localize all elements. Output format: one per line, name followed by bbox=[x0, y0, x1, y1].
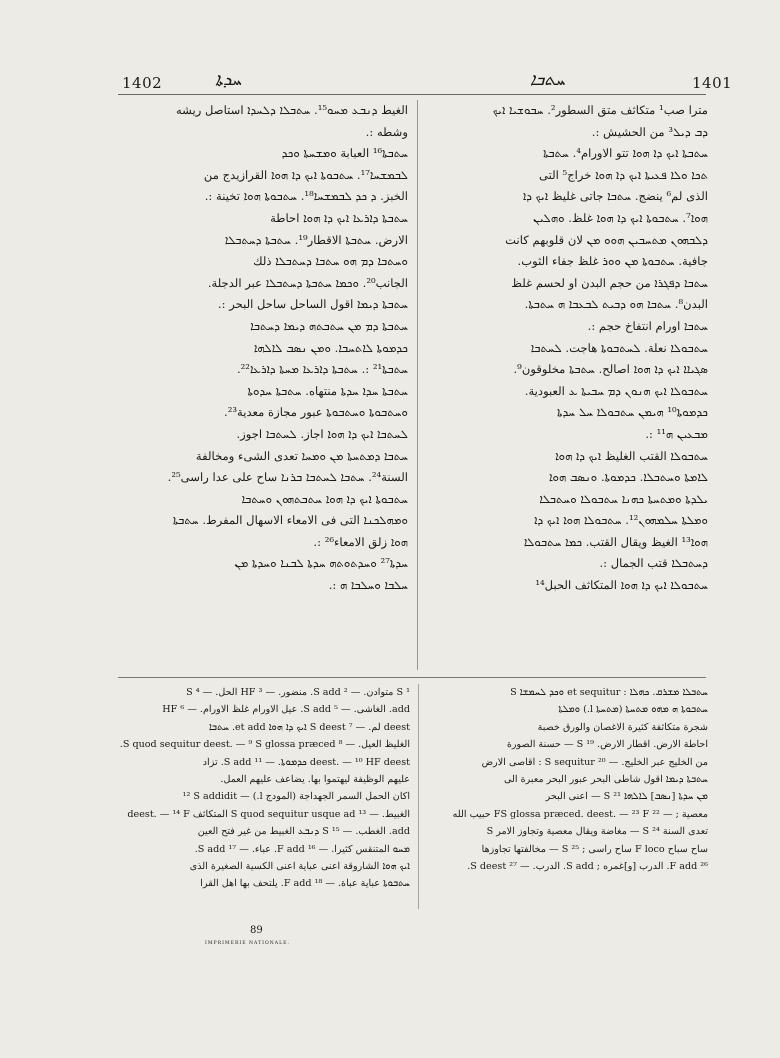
text-line: ܚܬܒܘܠܐ ܐܝܟ ܕܐ ܗܘܐ المتكاثف الحبل¹⁴ bbox=[535, 578, 708, 593]
text-line: ܟܕܡܘܬܐ¹⁰ ܗܝܡܢ ܚܬܒܘܠܐ ܚܠ ܚܕܬܐ bbox=[557, 405, 708, 420]
text-line: الغيط ܕܢܒܥ ܡܚܘ¹⁵. ܚܬܒܠܐ ܕܠܚܕܐ استاصل ريشه bbox=[175, 103, 408, 117]
text-line: ܣܓܝܐܐ ܐܝܟ ܕܐ ܗܘܐ اصالح. ܚܬܒܬܐ مخلوقون⁹. bbox=[513, 362, 708, 377]
text-line: الجانب²⁰. ܘܟܡܐ ܚܬܒܬܐ ܕܚܬܒܠܐ عبر الدجلة. bbox=[207, 275, 408, 290]
text-line: ܕܒ ܕܝܠ³ من الحشيش :. bbox=[591, 124, 708, 139]
text-line: ܚܬܒܬܐ ܕܡ ܡܢ ܚܬܒܬܗ ܕܝܡܐ ܕܚܬܒܐ bbox=[250, 318, 408, 333]
text-line: ܘܡܗܠܟܢܐ التى فى الامعاء الاسهال المفرط. ܚܬܒܬܐ bbox=[172, 513, 408, 528]
left-page-number: 1402 bbox=[122, 74, 163, 92]
footnote-line: ساح سباح F loco ساح راسى ; ²⁵ S — مخالفتها تجاوزها bbox=[481, 843, 708, 855]
text-line: ܚܕܬܐ²⁷ ܘܚܕܬܘܬܗ ܚܕܬܐ ܠܒܢܐ ܘܚܕܬܐ ܡܢ bbox=[234, 556, 408, 571]
footnote-line: احاطة الارض. اقطار الارض. S ¹⁹ — حسنة الصورة bbox=[506, 739, 708, 751]
footnote-line: ²⁶ F add. الدرب [و]غمره ; S add. الدرب. — ²⁷ S deest. bbox=[467, 860, 708, 872]
left-footnotes bbox=[118, 684, 410, 893]
text-line: السنة²⁴. ܚܬܒܐ ܠܚܬܒܐ ܒܪܢܐ ساح على عدا راسى²⁵. bbox=[167, 470, 408, 485]
text-line: ܚܬܒܘܠܐ ܐܝܟ ܗܢܘܢ ܕܡ ܚܒܝܬܐ ܥ العبودية. bbox=[524, 383, 708, 398]
text-line: ܘܚܬܒܐ ܕܡ ܗܘ ܚܬܒܐ ܕܚܬܒܠܐ ذلك bbox=[253, 254, 408, 269]
footnote-line: معصية ; — ²² FS glossa præced. deest. — ²³ F حبيب الله bbox=[452, 808, 708, 820]
footnote-line: ܡܢ ܚܕܬܐ [ܢܣܒ] ܠܐܠܗܐ S ²¹ — اعنى البحر bbox=[545, 791, 708, 803]
footnote-line: ¹ S متوادن. — ² S add. منضور. — ³ HF الحل. — ⁴ S bbox=[186, 687, 410, 698]
text-line: الخبز. ܕ ܟܕ ܠܒܡܫܚܐ¹⁸. ܚܬܒܘܬܐ ܗܘܐ تخينة :. bbox=[204, 189, 408, 204]
text-line: مترا صب¹ متكاثف متق السطور². ܚܒܘܫܝܐ ܐܝܟ bbox=[492, 103, 708, 117]
text-line: ܚܬܒܐ اورام انتفاخ حجم :. bbox=[587, 318, 708, 333]
text-line: ܘܡܠܬܐ ܚܠܡܗܘܢ¹². ܚܬܒܘܠܐ ܗܘܐ ܐܝܟ ܕܐ bbox=[534, 513, 708, 528]
text-line: البدن⁸. ܚܬܒܐ ܗܘ ܕܒܝܬ ܠܒܥܒܐ ܗ ܚܬܒܬܐ. bbox=[524, 297, 708, 312]
text-line: ܬܟܐ ܘܠܐ ܦܥܝܬܐ ܐܝܟ ܕܐ ܗܘܐ خراج⁵ التى bbox=[538, 167, 708, 182]
text-line: ܚܬܒܬܐ ܚܕܐ ܚܕܬܐ منتهاه. ܚܬܒܬܐ ܚܕܘܬܐ bbox=[247, 383, 408, 398]
text-line: الذى لم⁶ ينضج. ܚܬܒܐ جاتى غليظ ܐܝܟ ܕܐ bbox=[522, 189, 708, 204]
right-footnotes bbox=[426, 684, 708, 875]
text-line: وشطه :. bbox=[365, 124, 408, 139]
footnote-line: ܐܝܟ ܗܘܐ الشاروقة اعنى عباية اعنى الكسية الصغيرة الذى bbox=[189, 860, 410, 872]
text-line: ܝܠܕܬܐ ܘܡܬܚܬܐ ܟܗܢܐ ܚܬܒܘܠܐ ܘܚܬܒܠܐ bbox=[539, 491, 708, 506]
footnote-line: الغبيط. — ¹³ S quod sequitur usque ad المتكاثف deest. — ¹⁴ F bbox=[127, 808, 410, 820]
text-line: ܚܬܒܐ ܕܦܓܪܐ من حجم البدن او لحسم غلظ bbox=[511, 275, 708, 290]
text-line: ܗܘܐ⁷. ܚܬܒܘܬܐ ܐܝܟ ܕܐ ܗܘܐ غلظ. ܘܗܠܝܢ bbox=[533, 210, 708, 225]
text-line: ܚܬܒܬܐ ܕܝܡܐ اقول الساحل ساحل البحر :. bbox=[217, 297, 408, 312]
footnote-line: اكان الحمل السمر الجهداجة (المودج l.) — ¹² S addidit bbox=[182, 791, 410, 803]
footnote-line: من الخليج عبر الخليج. — ²⁰ S sequitur : اقاصى الارض bbox=[481, 756, 708, 768]
text-line: ܚܬܒܘܠܐ القتب الغليظ ܐܝܟ ܕܐ ܗܘܐ bbox=[555, 448, 708, 463]
footnote-line: ܚܬܒܘܬܐ عباية عباة. — ¹⁸ F add. يلتحف بها اهل القرا bbox=[200, 878, 410, 890]
text-line: ܠܒܡܫܚܐ¹⁷. ܚܬܒܘܬܐ ܐܝܟ ܕܐ ܗܘܐ القرازيدج من bbox=[203, 167, 408, 182]
text-line: ܡܒܥܝܢ ܗ¹¹ :. bbox=[645, 426, 708, 441]
left-text-column bbox=[118, 100, 408, 597]
text-line: ܚܬܒܘܬܐ ܐܝܟ ܕܐ ܗܘܐ ܚܬܒܬܗܘܢ ܘܚܬܒܐ bbox=[241, 491, 408, 506]
footnote-line: ܚܬܒܘܬܐ ܗ ܡܗܘ ܡܬܚܬܐ (ܡܬܚܬܐ l.) ܘܡܠܬܐ bbox=[558, 704, 708, 716]
text-line: ܚܬܒܐ ܕܡܬܚܬܐ ܡܢ ܘܡܚܐ تعدى الشىء ومخالفة bbox=[195, 448, 408, 463]
text-line: ܕܚܬܒܠܐ قتب الجمال :. bbox=[599, 556, 708, 571]
header-rule bbox=[118, 94, 706, 95]
right-text-column bbox=[426, 100, 708, 597]
footnote-line: شجرة متكاثفة كثيرة الاغصان والورق خصبة bbox=[537, 721, 708, 733]
text-line: ܠܐܡܬܐ ܘܚܬܒܠܐ. ܟܕܡܘܬܐ. ܘܢܣܒ ܗܘܐ bbox=[549, 470, 708, 485]
text-line: الارض. ܚܬܒܬܐ الاقطار¹⁹. ܚܬܒܬܐ ܕܚܬܒܠܐ bbox=[224, 232, 408, 247]
footnote-rule bbox=[118, 677, 706, 678]
right-running-headword: ܚܬܒܐ bbox=[530, 70, 566, 90]
text-line: ܕܠܒܗܘܢ ܡܬܚܒܝܢ ܗܘܘ ܡܢ لان قلوبهم كانت bbox=[505, 232, 708, 247]
text-line: ܚܬܒܬܐ²¹ :. ܚܬܒܬܐ ܕܐܪܥܐ ܡܚܬܐ ܕܐܪܥܐ²². bbox=[236, 362, 408, 377]
footnote-line: ܚܬܒܬܐ ܕܝܡܐ اقول شاطى البحر عبور البحر معبرة الى bbox=[503, 773, 708, 785]
footnote-line: الغليظ العيل. — ⁸ S quod sequitur deest. — ⁹ S glossa præced. bbox=[119, 739, 410, 751]
text-line: ܟܕܡܘܬܐ ܠܐܬܚܒܐ. ܘܡܢ ܢܣܒ ܠܐܠܗܐ bbox=[253, 340, 408, 355]
footnote-line: add. الغطب. — ¹⁵ S ܕܢܒܥ الغبيط من غير فتح العين bbox=[197, 826, 410, 838]
footnote-line: deest. — ¹⁰ HF deest ܟܕܡܘܬܐ. — ¹¹ S add. تزاد bbox=[202, 756, 410, 768]
column-divider bbox=[417, 100, 418, 670]
footnote-divider bbox=[418, 684, 419, 909]
footnote-line: تعدى السنة S ²⁴ — مغاضة ويقال معصية وتجاوز الامر S bbox=[486, 826, 708, 838]
text-line: ܗܘܐ¹³ الغيظ ويقال القتب. ܟܡܐ ܚܬܒܘܠܐ bbox=[523, 534, 708, 549]
footnote-line: عليهم الوظيفة ليهتموا بها. يضاعف عليهم العمل. bbox=[220, 773, 410, 785]
footnote-line: ܚܬܒܠܐ ܡܫܪܩ. ܟܗܠܐ : et sequitur ܘܟܕ ܠܚܡܫܐ S bbox=[510, 687, 708, 698]
footnote-line: add. الغاشى. — ⁵ S add. عيل الاورام غلظ الاورام. — ⁶ HF bbox=[162, 704, 410, 716]
right-page-number: 1401 bbox=[692, 74, 733, 92]
text-line: ܠܚܬܒܐ ܐܝܟ ܕܐ ܗܘܐ اجاز. ܠܚܬܒܐ اجوز. bbox=[236, 426, 408, 441]
text-line: جافية. ܚܬܒܘܬܐ ܡܢ ܘܘܪ غلظ جفاء الثوب. bbox=[517, 254, 708, 269]
imprint-line: IMPRIMERIE NATIONALE. bbox=[205, 941, 290, 946]
text-line: ܗܘܐ زلق الامعاء²⁶ :. bbox=[313, 534, 408, 549]
footnote-line: ܡܚܘ المتنقس كثيرا. — ¹⁶ F add. عباء. — ¹⁷ S add. bbox=[194, 843, 410, 855]
text-line: ܚܬܒܬܐ ܕܐܪܥܐ ܐܝܟ ܕܐ ܗܘܐ احاطة bbox=[270, 210, 408, 225]
text-line: ܚܬܒܬܐ ܐܝܟ ܕܐ ܗܘܐ تتو الاورام⁴. ܚܬܒܬܐ bbox=[543, 146, 708, 161]
text-line: ܚܬܒܘܠܐ نعلة. ܠܚܬܒܘܬܐ هاجت. ܠܚܬܒܐ bbox=[530, 340, 708, 355]
footnote-line: deest لم. — ⁷ S deest ܐܝܟ ܕܐ ܗܘܐ et add. ܚܬܒܐ bbox=[209, 721, 410, 733]
signature-mark: 89 bbox=[250, 925, 263, 936]
text-line: ܚܬܒܬܐ¹⁶ العبابة ܘܡܫܚܬܐ ܘܟܕ bbox=[281, 146, 408, 161]
left-running-headword: ܚܕܬܐ bbox=[215, 70, 242, 90]
text-line: ܚܠܒܐ ܘܚܠܒܐ ܗ :. bbox=[328, 578, 408, 593]
text-line: ܘܚܬܒܘܬܐ ܘܚܬܒܘܬܐ عبور مجازة معدية²³. bbox=[224, 405, 408, 420]
